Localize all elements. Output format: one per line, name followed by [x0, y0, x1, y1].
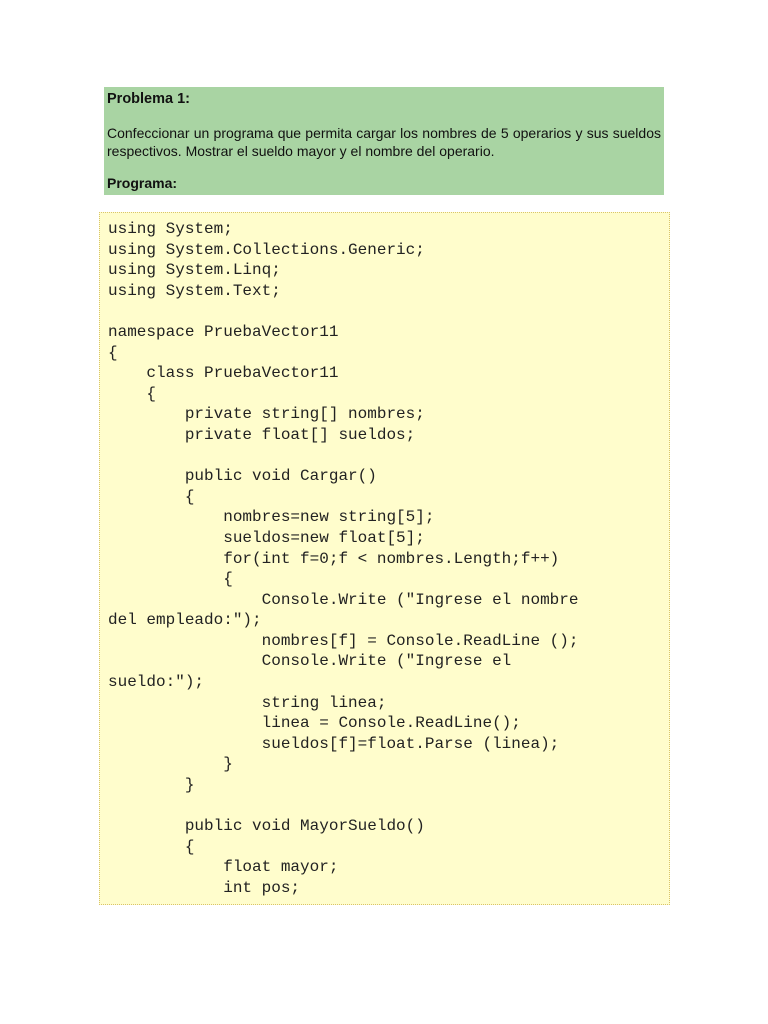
- problem-statement-box: [104, 87, 664, 195]
- program-label: Programa:: [107, 175, 178, 191]
- problem-description: Confeccionar un programa que permita cargar los nombres de 5 operarios y sus sueldos respectivos. Mostrar el sueldo mayor y el nombre del operario.: [107, 125, 661, 159]
- code-listing: using System; using System.Collections.Generic; using System.Linq; using System.Text; namespace PruebaVector11 { class PruebaVector11 { private string[] nombres; private float[] sueldos; public void Cargar() { nombres=new string[5]; sueldos=new float[5]; for(int f=0;f < nombres.Length;f++) { Console.Write ("Ingrese el nombre del empleado:"); nombres[f] = Console.ReadLine (); Console.Write ("Ingrese el sueldo:"); string linea; linea = Console.ReadLine(); sueldos[f]=float.Parse (linea); } } public void MayorSueldo() { float mayor; int pos;: [108, 220, 579, 897]
- code-listing-box: [99, 212, 670, 905]
- problem-title: Problema 1:: [107, 91, 190, 107]
